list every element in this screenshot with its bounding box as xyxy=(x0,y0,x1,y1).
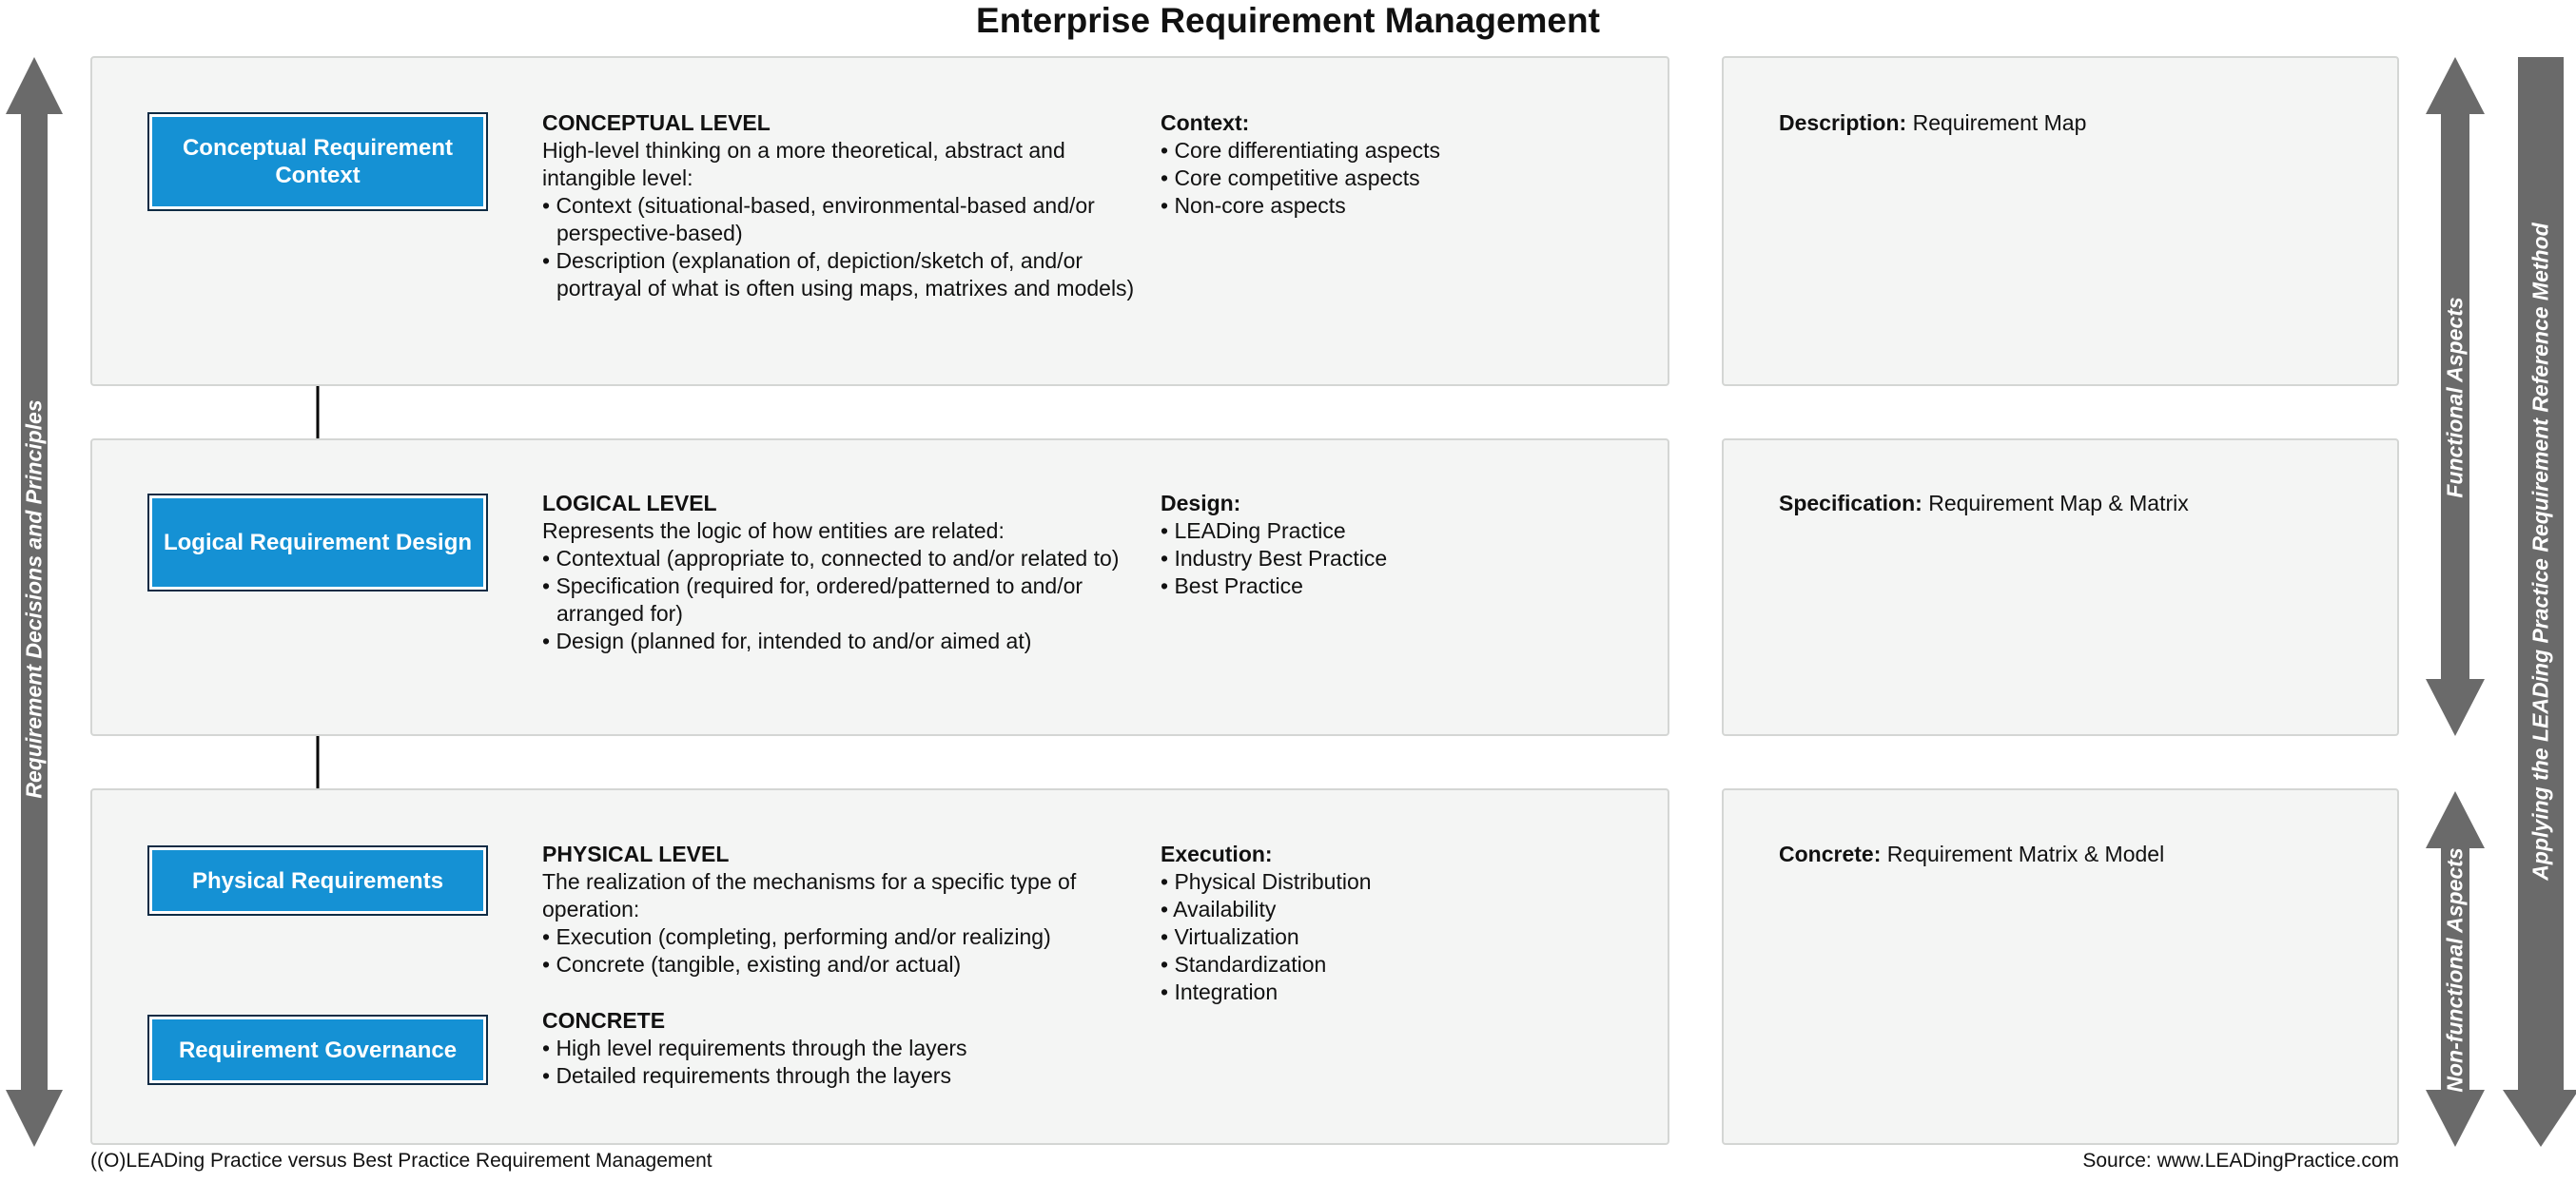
page-title: Enterprise Requirement Management xyxy=(976,1,1600,40)
requirement-governance-box: Requirement Governance xyxy=(147,1015,488,1085)
description-text xyxy=(1779,109,2086,137)
list-item: • Contextual (appropriate to, connected to and/or related to) xyxy=(542,546,1120,571)
list-item: • Design (planned for, intended to and/or aimed at) xyxy=(542,629,1032,653)
label-non-functional-aspects: Non-functional Aspects xyxy=(2442,847,2468,1093)
concrete-desc-text xyxy=(1779,841,2164,868)
context-list xyxy=(1161,109,1617,220)
list-item: • Execution (completing, performing and/or realizing) xyxy=(542,924,1051,949)
footer-caption: Ding Practice versus Best Practice Requirement Management xyxy=(164,1150,712,1172)
concrete-label: Concrete: xyxy=(1779,842,1882,866)
list-item: • Core differentiating aspects xyxy=(1161,138,1441,163)
list-item: • Virtualization xyxy=(1161,924,1299,949)
logical-intro: Represents the logic of how entities are related: xyxy=(542,518,1005,543)
list-item: • Best Practice xyxy=(1161,573,1303,598)
specification-value: Requirement Map & Matrix xyxy=(1922,491,2189,515)
label-requirement-decisions: Requirement Decisions and Principles xyxy=(21,399,47,799)
conceptual-level-text xyxy=(542,109,1137,302)
context-heading: Context: xyxy=(1161,110,1250,135)
list-item: • Non-core aspects xyxy=(1161,193,1346,218)
physical-requirements-box: Physical Requirements xyxy=(147,845,488,916)
description-value: Requirement Map xyxy=(1906,110,2087,135)
list-item: • Specification (required for, ordered/patterned to and/or arranged for) xyxy=(542,573,1083,626)
logical-level-text xyxy=(542,490,1137,655)
list-item: • Context (situational-based, environmental-based and/or perspective-based) xyxy=(542,193,1095,245)
execution-heading: Execution: xyxy=(1161,842,1273,866)
design-list xyxy=(1161,490,1617,600)
conceptual-heading: CONCEPTUAL LEVEL xyxy=(542,110,771,135)
list-item: • Description (explanation of, depiction/sketch of, and/or portrayal of what is often using maps, matrixes and models) xyxy=(542,248,1135,301)
logical-requirement-box: Logical Requirement Design xyxy=(147,494,488,592)
label-reference-method: Applying the LEADing Practice Requirement Reference Method xyxy=(2527,223,2553,881)
leading-practice-logo: ((O)LEA xyxy=(90,1150,165,1172)
specification-label: Specification: xyxy=(1779,491,1922,515)
list-item: • Availability xyxy=(1161,897,1277,921)
conceptual-intro: High-level thinking on a more theoretical, abstract and intangible level: xyxy=(542,138,1065,190)
list-item: • Detailed requirements through the layers xyxy=(542,1063,951,1088)
concrete-value: Requirement Matrix & Model xyxy=(1881,842,2165,866)
design-heading: Design: xyxy=(1161,491,1241,515)
list-item: • Integration xyxy=(1161,979,1278,1004)
description-label: Description: xyxy=(1779,110,1907,135)
logical-heading: LOGICAL LEVEL xyxy=(542,491,717,515)
list-item: • Physical Distribution xyxy=(1161,869,1372,894)
conceptual-requirement-box: Conceptual Requirement Context xyxy=(147,112,488,211)
conceptual-desc-panel xyxy=(1722,56,2399,386)
logical-desc-panel xyxy=(1722,438,2399,736)
physical-heading: PHYSICAL LEVEL xyxy=(542,842,730,866)
list-item: • Industry Best Practice xyxy=(1161,546,1388,571)
physical-level-text xyxy=(542,841,1137,979)
execution-list xyxy=(1161,841,1617,1006)
list-item: • Concrete (tangible, existing and/or actual) xyxy=(542,952,962,977)
footer-source: Source: www.LEADingPractice.com xyxy=(2082,1150,2399,1172)
footer-left xyxy=(90,1149,712,1173)
list-item: • Core competitive aspects xyxy=(1161,165,1420,190)
specification-text xyxy=(1779,490,2189,517)
list-item: • LEADing Practice xyxy=(1161,518,1346,543)
label-functional-aspects: Functional Aspects xyxy=(2442,297,2468,498)
concrete-text xyxy=(542,1007,1137,1090)
concrete-heading: CONCRETE xyxy=(542,1008,666,1033)
physical-intro: The realization of the mechanisms for a specific type of operation: xyxy=(542,869,1077,921)
list-item: • Standardization xyxy=(1161,952,1327,977)
list-item: • High level requirements through the layers xyxy=(542,1036,967,1060)
